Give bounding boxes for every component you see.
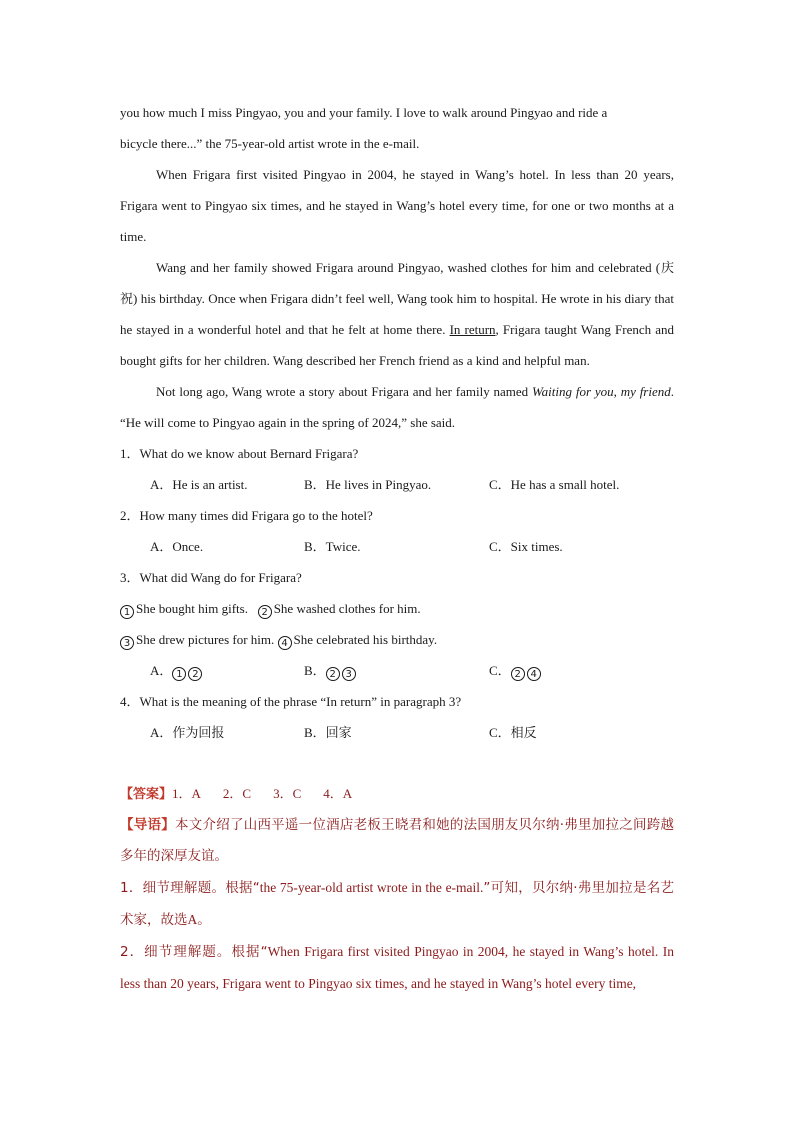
explanation-choice: A — [187, 912, 198, 927]
circled-number: 2 — [188, 667, 202, 681]
circled-number: 2 — [326, 667, 340, 681]
circled-number: 4 — [278, 636, 292, 650]
statement-text: She washed clothes for him. — [273, 601, 421, 616]
document-content — [120, 97, 674, 1000]
question-stem: 1．What do we know about Bernard Frigara? — [120, 446, 359, 461]
answer-line — [120, 778, 674, 810]
explanation-quote: When Frigara first visited Pingyao in 2004, he stayed in Wang’s hotel. In less than 20 years, Frigara went to Pingyao six times, and he stayed in Wang’s hotel every time, — [120, 944, 674, 991]
passage-paragraph — [120, 252, 674, 376]
answer-item: 3．C — [273, 786, 302, 801]
passage-paragraph: When Frigara first visited Pingyao in 2004, he stayed in Wang’s hotel. In less than 20 years, Frigara went to Pingyao six times, and he stayed in Wang’s hotel every time, for one or two months at a time. — [120, 167, 674, 244]
paragraph-text: Wang and her family showed Frigara around Pingyao, washed clothes for him and celebrated (庆祝) his birthday. Once when Frigara didn’t feel well, Wang took him to hospital. He wrote in his diary that he stayed in a wonderful hotel and that he felt at home there. — [120, 260, 674, 337]
statement-line — [120, 624, 674, 655]
explanation-quote: the 75-year-old artist wrote in the e-mail. — [259, 880, 484, 895]
explanation-prefix: 2．细节理解题。根据“ — [120, 944, 268, 960]
question-options — [120, 469, 674, 500]
guide-paragraph — [120, 810, 674, 872]
circled-number: 3 — [120, 636, 134, 650]
question-stem: 3．What did Wang do for Frigara? — [120, 570, 302, 585]
option-b — [304, 655, 489, 686]
question-options — [120, 717, 674, 748]
answer-item: 1．A — [172, 786, 201, 801]
answer-label: 【答案】 — [120, 787, 173, 802]
option-c: C．He has a small hotel. — [489, 477, 620, 492]
paragraph-text: . “He will come to Pingyao again in the spring of 2024,” she said. — [120, 384, 674, 430]
circled-number: 2 — [258, 605, 272, 619]
circled-number: 1 — [172, 667, 186, 681]
option-c: C．Six times. — [489, 539, 563, 554]
circled-number: 4 — [527, 667, 541, 681]
statement-line — [120, 593, 674, 624]
option-letter: C． — [489, 663, 511, 678]
option-a: A．He is an artist. — [150, 477, 248, 492]
explanation-end: 。 — [197, 912, 211, 928]
option-a — [150, 655, 304, 686]
option-a: A．作为回报 — [150, 725, 225, 740]
option-b: B．回家 — [304, 725, 352, 740]
option-letter: B． — [304, 663, 326, 678]
passage-line: bicycle there...” the 75-year-old artist wrote in the e-mail. — [120, 136, 420, 151]
story-title: Waiting for you, my friend — [532, 384, 671, 399]
passage-paragraph — [120, 376, 674, 438]
underlined-phrase: In return — [449, 322, 496, 337]
guide-text: 本文介绍了山西平遥一位酒店老板王晓君和她的法国朋友贝尔纳·弗里加拉之间跨越多年的深厚友谊。 — [120, 817, 675, 864]
explanation-prefix: 1．细节理解题。根据“ — [120, 880, 260, 896]
explanation-suffix: ”可知，贝尔纳·弗里加拉是名艺术家，故选 — [120, 880, 674, 928]
explanation-paragraph — [120, 936, 674, 1000]
question-stem: 2．How many times did Frigara go to the hotel? — [120, 508, 373, 523]
question-stem: 4．What is the meaning of the phrase “In return” in paragraph 3? — [120, 694, 462, 709]
option-a: A．Once. — [150, 539, 204, 554]
option-b: B．Twice. — [304, 539, 361, 554]
guide-label: 【导语】 — [120, 817, 175, 833]
option-b: B．He lives in Pingyao. — [304, 477, 432, 492]
circled-number: 1 — [120, 605, 134, 619]
passage-line: you how much I miss Pingyao, you and your family. I love to walk around Pingyao and ride a — [120, 105, 608, 120]
paragraph-text: , Frigara taught Wang French and bought gifts for her children. Wang described her French friend as a kind and helpful man. — [120, 322, 675, 368]
statement-text: She drew pictures for him. — [136, 632, 275, 647]
statement-text: She celebrated his birthday. — [293, 632, 438, 647]
question-options — [120, 531, 674, 562]
circled-number: 3 — [342, 667, 356, 681]
statement-text: She bought him gifts. — [136, 601, 248, 616]
answer-item: 2．C — [222, 786, 252, 801]
option-c — [489, 655, 674, 686]
option-letter: A． — [150, 663, 173, 678]
circled-number: 2 — [511, 667, 525, 681]
option-c: C．相反 — [489, 725, 537, 740]
answer-item: 4．A — [323, 786, 353, 801]
section-gap — [120, 748, 674, 778]
question-options — [120, 655, 674, 686]
paragraph-text: Not long ago, Wang wrote a story about Frigara and her family named — [156, 384, 533, 399]
explanation-paragraph — [120, 872, 674, 936]
